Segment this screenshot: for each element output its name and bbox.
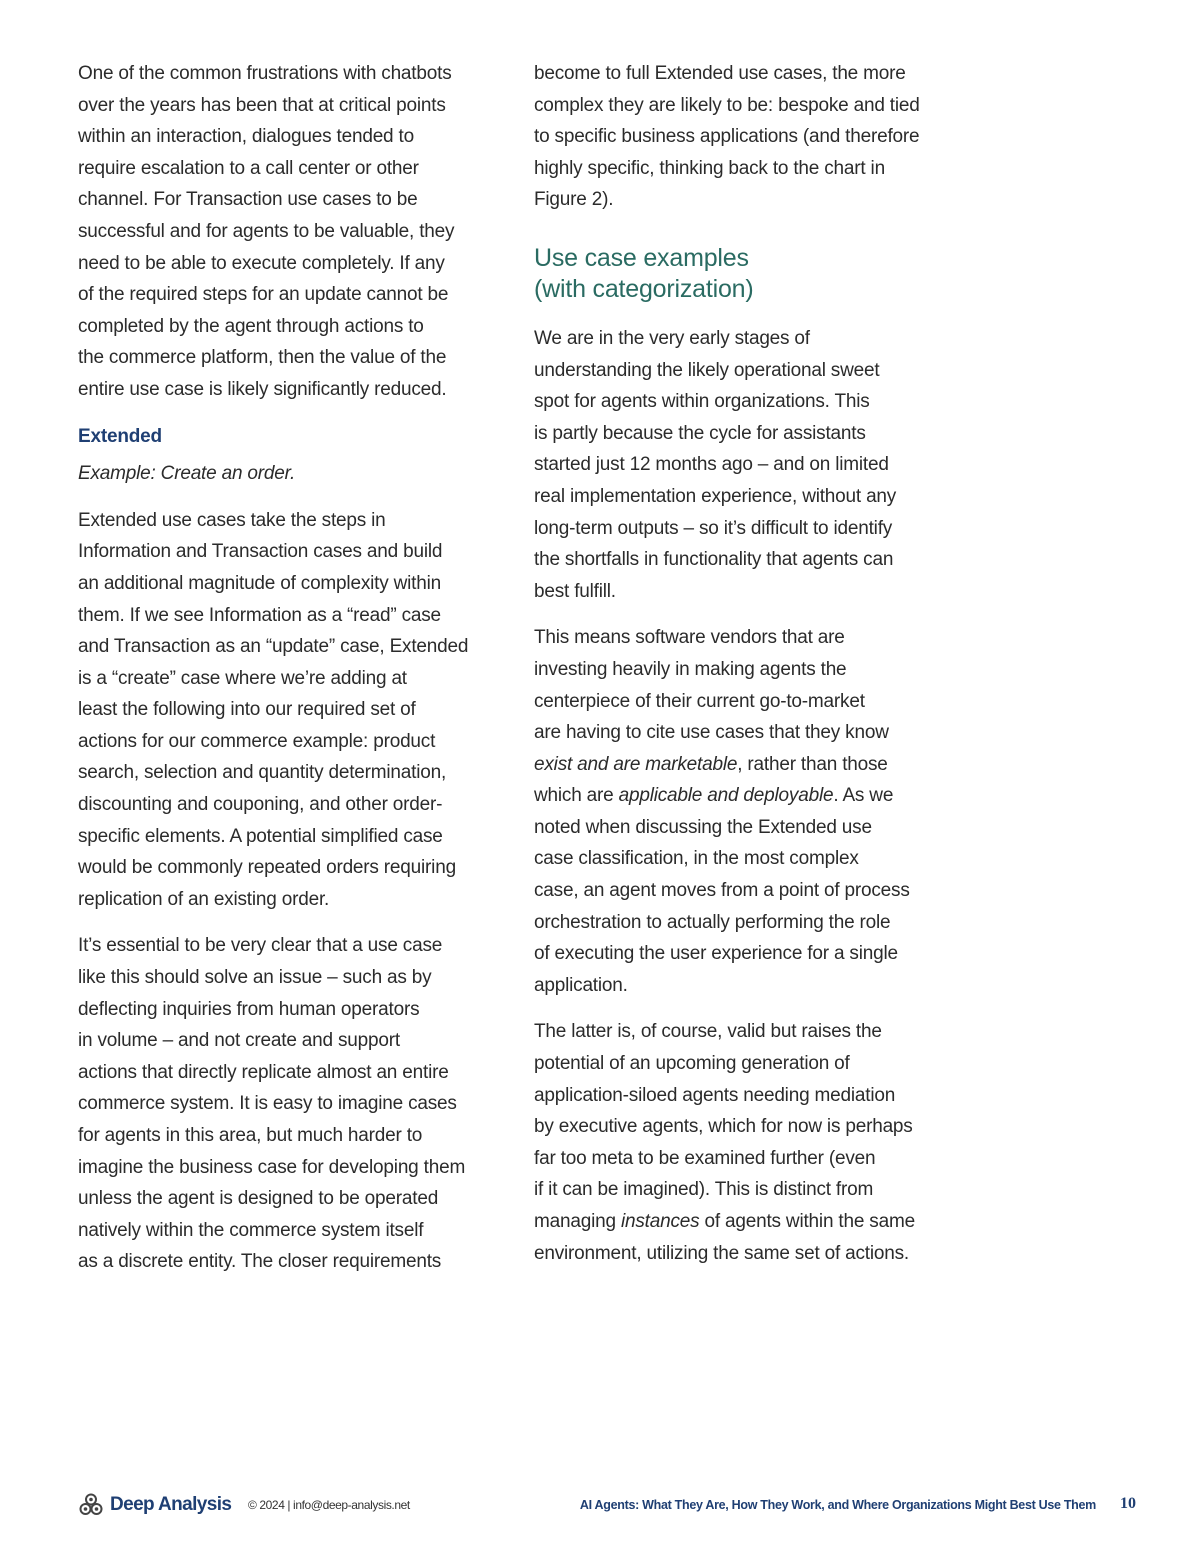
paragraph-essential-clarity: It’s essential to be very clear that a use case like this should solve an issue – such as by deflecting inquiries from human operators in volume – and not create and support actions that directly replicate almost an entire commerce system. It is easy to imagine cases for agents in this area, but much harder to imagine the business case for developing them unless the agent is designed to be operated natively within the commerce system itself as a discrete entity. The closer requirements (78, 935, 466, 1273)
section-heading-use-case-examples: Use case examples (with categorization) (534, 243, 754, 303)
extended-heading: Extended (78, 425, 162, 447)
paragraph-early-stages: We are in the very early stages of understanding the likely operational sweet spot for agents within organizations. This is partly because the cycle for assistants started just 12 months ago – and on limited real implementation experience, without any long-term outputs – so it’s difficult to identify the shortfalls in functionality that agents can best fulfill. (534, 327, 897, 602)
paragraph-software-vendors: This means software vendors that are investing heavily in making agents the centerpiece of their current go-to-market are having to cite use cases that they know exist and are marketable, rather than those which are applicable and deployable. As we noted when discussing the Extended use case classification, in the most complex case, an agent moves from a point of process orchestration to actually performing the role of executing the user experience for a single application. (534, 627, 910, 996)
left-column (78, 58, 498, 1293)
page-number: 10 (1120, 1495, 1136, 1512)
paragraph-closer-requirements: become to full Extended use cases, the more complex they are likely to be: bespoke and tied to specific business applications (and therefore highly specific, thinking back to the chart in Figure 2). (534, 63, 920, 211)
page-footer (0, 1490, 1200, 1520)
extended-example: Example: Create an order. (78, 463, 296, 485)
right-column (534, 58, 964, 1284)
copyright-contact: © 2024 | info@deep-analysis.net (248, 1498, 410, 1512)
paragraph-latter-valid: The latter is, of course, valid but raises the potential of an upcoming generation of application-siloed agents needing mediation by executive agents, which for now is perhaps far too meta to be examined further (even if it can be imagined). This is distinct from managing instances of agents within the same environment, utilizing the same set of actions. (534, 1021, 915, 1264)
paragraph-chatbot-frustrations: One of the common frustrations with chatbots over the years has been that at critical points within an interaction, dialogues tended to require escalation to a call center or other channel. For Transaction use cases to be successful and for agents to be valuable, they need to be able to execute completely. If any of the required steps for an update cannot be completed by the agent through actions to the commerce platform, then the value of the entire use case is likely significantly reduced. (78, 63, 455, 400)
trefoil-logo-icon (78, 1492, 104, 1518)
deep-analysis-logo (78, 1492, 231, 1518)
document-title: AI Agents: What They Are, How They Work, and Where Organizations Might Best Use Them (579, 1498, 1096, 1512)
paragraph-extended-description: Extended use cases take the steps in Information and Transaction cases and build an additional magnitude of complexity within them. If we see Information as a “read” case and Transaction as an “update” case, Extended is a “create” case where we’re adding at least the following into our required set of actions for our commerce example: product search, selection and quantity determination, discounting and couponing, and other order- specific elements. A potential simplified case would be commonly repeated orders requiring replication of an existing order. (78, 509, 469, 910)
brand-name: Deep Analysis (110, 1494, 232, 1515)
